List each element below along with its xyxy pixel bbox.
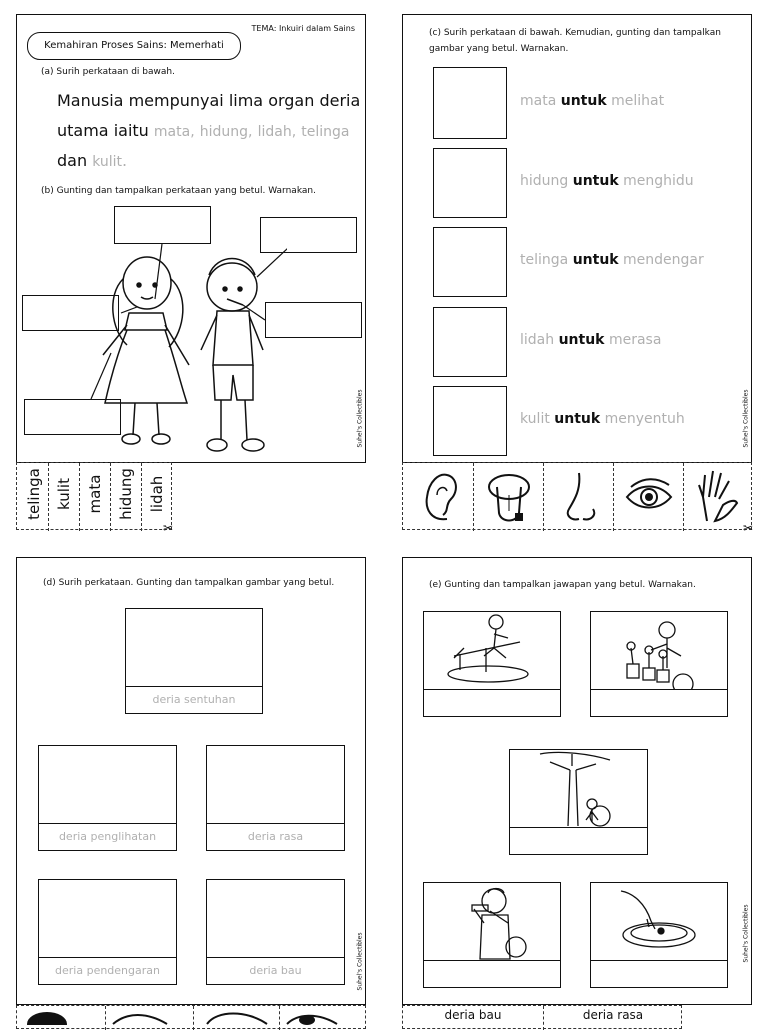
instruction-e: (e) Gunting dan tampalkan jawapan yang betul. Warnakan. xyxy=(429,580,696,590)
cut-answer-smell[interactable]: deria bau xyxy=(444,1008,502,1022)
scene-box-eating[interactable] xyxy=(423,882,561,988)
instruction-b: (b) Gunting dan tampalkan perkataan yang betul. Warnakan. xyxy=(41,186,316,196)
picture-box-1[interactable] xyxy=(433,67,507,139)
organ-mata: mata xyxy=(153,124,191,140)
organ-kulit: kulit xyxy=(92,154,123,170)
touch-picture xyxy=(591,883,727,961)
sense-box-touch[interactable] xyxy=(125,608,263,714)
picture-box-4[interactable] xyxy=(433,307,507,377)
picture-box-2[interactable] xyxy=(433,148,507,218)
row-1-action: melihat xyxy=(611,93,665,109)
eating-picture xyxy=(424,883,560,961)
organ-telinga: telinga xyxy=(301,124,350,140)
instruction-a: (a) Surih perkataan di bawah. xyxy=(41,67,175,77)
cut-word-hidung[interactable]: hidung xyxy=(117,468,135,520)
sentence-line-1: Manusia mempunyai lima organ deria xyxy=(57,91,361,110)
row-3-untuk: untuk xyxy=(572,252,619,268)
tongue-icon[interactable] xyxy=(485,469,533,525)
skill-pill xyxy=(27,32,241,60)
row-1 xyxy=(520,93,664,109)
ear-icon[interactable] xyxy=(417,469,461,525)
scene-answer-seesaw[interactable] xyxy=(424,689,560,716)
row-2-action: menghidu xyxy=(623,173,694,189)
sense-label-smell: deria bau xyxy=(207,957,344,984)
row-3-action: mendengar xyxy=(623,252,704,268)
row-5-organ: kulit xyxy=(520,411,550,427)
worksheet-panel-d xyxy=(16,557,366,1005)
row-2-organ: hidung xyxy=(520,173,569,189)
cut-word-lidah[interactable]: lidah xyxy=(148,475,166,513)
row-2 xyxy=(520,173,694,189)
cut-strip-pictures xyxy=(402,462,753,535)
row-2-untuk: untuk xyxy=(572,173,619,189)
sentence-line-2: utama iaitu mata, hidung, lidah, telinga xyxy=(57,121,350,140)
worksheet-panel-c xyxy=(402,14,752,463)
sentence-line-3: dan kulit. xyxy=(57,151,128,170)
scene-box-tree[interactable] xyxy=(509,749,648,855)
scene-box-touch[interactable] xyxy=(590,882,728,988)
cut-word-kulit[interactable]: kulit xyxy=(55,478,73,510)
instruction-d: (d) Surih perkataan. Gunting dan tampalkan gambar yang betul. xyxy=(43,578,335,588)
row-5 xyxy=(520,411,685,427)
row-4-action: merasa xyxy=(608,332,662,348)
row-5-action: menyentuh xyxy=(604,411,685,427)
seesaw-picture xyxy=(424,612,560,690)
credit-text: Suhel's Collectibles xyxy=(356,389,364,448)
scene-box-flowers[interactable] xyxy=(590,611,728,717)
cut-strip-answers xyxy=(402,1005,682,1029)
row-3 xyxy=(520,252,704,268)
row-1-organ: mata xyxy=(520,93,557,109)
instruction-c: (c) Surih perkataan di bawah. Kemudian, gunting dan tampalkan gambar yang betul. Warnakan. xyxy=(429,28,721,54)
scene-answer-touch[interactable] xyxy=(591,960,727,987)
scene-answer-tree[interactable] xyxy=(510,827,647,854)
sentence-and: dan xyxy=(57,151,88,170)
flowers-picture xyxy=(591,612,727,690)
organ-hidung: hidung xyxy=(199,124,249,140)
sense-box-hearing[interactable] xyxy=(38,879,177,985)
sense-label-hearing: deria pendengaran xyxy=(39,957,176,984)
sense-label-sight: deria penglihatan xyxy=(39,823,176,850)
nose-icon[interactable] xyxy=(561,469,601,525)
children-illustration xyxy=(77,235,287,460)
sense-box-taste[interactable] xyxy=(206,745,345,851)
skill-pill-text: Kemahiran Proses Sains: Memerhati xyxy=(44,40,224,51)
scene-box-seesaw[interactable] xyxy=(423,611,561,717)
cut-strip-scenes xyxy=(16,1005,366,1029)
picture-box-5[interactable] xyxy=(433,386,507,456)
row-5-untuk: untuk xyxy=(554,411,601,427)
row-4-untuk: untuk xyxy=(558,332,605,348)
cut-word-telinga[interactable]: telinga xyxy=(25,468,43,520)
sense-picture-strip[interactable] xyxy=(17,1006,367,1025)
row-4-organ: lidah xyxy=(520,332,555,348)
picture-box-3[interactable] xyxy=(433,227,507,297)
scene-answer-eating[interactable] xyxy=(424,960,560,987)
credit-text: Suhel's Collectibles xyxy=(742,904,750,963)
sense-label-touch: deria sentuhan xyxy=(126,686,262,713)
cut-word-mata[interactable]: mata xyxy=(86,474,104,514)
hand-icon[interactable] xyxy=(695,467,741,525)
sense-label-taste: deria rasa xyxy=(207,823,344,850)
worksheet-panel-e xyxy=(402,557,752,1005)
row-1-untuk: untuk xyxy=(560,93,607,109)
scissors-icon: ✂ xyxy=(162,521,173,535)
worksheet-panel-a-b xyxy=(16,14,366,463)
organ-lidah: lidah xyxy=(257,124,292,140)
sense-box-sight[interactable] xyxy=(38,745,177,851)
credit-text: Suhel's Collectibles xyxy=(356,932,364,991)
row-4 xyxy=(520,332,661,348)
row-3-organ: telinga xyxy=(520,252,569,268)
scissors-icon: ✂ xyxy=(742,521,753,535)
sentence-part-2: utama iaitu xyxy=(57,121,149,140)
eye-icon[interactable] xyxy=(623,477,675,517)
cut-strip-words xyxy=(16,462,173,535)
sense-box-smell[interactable] xyxy=(206,879,345,985)
tree-picture xyxy=(510,750,647,828)
scene-answer-flowers[interactable] xyxy=(591,689,727,716)
cut-answer-taste[interactable]: deria rasa xyxy=(582,1008,644,1022)
theme-label: TEMA: Inkuiri dalam Sains xyxy=(251,24,355,33)
credit-text: Suhel's Collectibles xyxy=(742,389,750,448)
